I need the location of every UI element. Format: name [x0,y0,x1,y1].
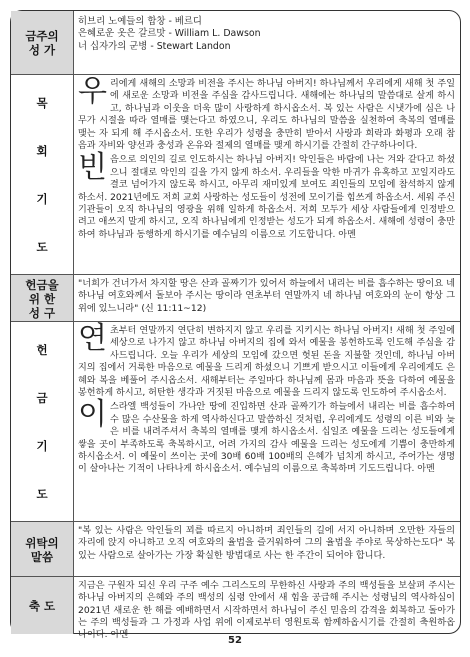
offering-verse-text: "너희가 건너가서 차지할 땅은 산과 골짜기가 있어서 하늘에서 내리는 비를 흡수하는 땅이요 네 하나님 여호와께서 돌보아 주시는 땅이라 연초부터 연말까지 네 하나님 여호와의 눈이 항상 그 위에 있느니라" (신 11:11~12) [78,278,455,314]
benediction-label: 축 도 [11,577,74,634]
hymn-item: 너 십자가의 군병 - Stewart Landon [78,40,231,52]
commission-label: 위탁의 말씀 [11,522,74,577]
pastoral-prayer-text: 우리에게 새해의 소망과 비전을 주시는 하나님 아버지! 하나님께서 우리에게 새해 첫 주일에 새로운 소망과 비전을 주심을 감사드립니다. 새해에는 하나님의 말씀대로 살게 하시고, 하나님과 이웃을 더욱 많이 사랑하게 하시옵소서. 복 있는 사람은 시냇가에 심은 나무가 시절을 따라 열매를 맺는다고 하였으니, 우리도 하나님의 말씀을 실천하여 축복의 열매를 맺는 자 되게 해 주시옵소서. 또한 우리가 성령을 충만히 받아서 사랑과 희락과 화평과 오래 참음과 자비와 양선과 충성과 온유와 절제의 열매를 맺게 하시기를 간절히 간구하나이다. 빈음으로 의인의 길로 인도하시는 하나님 아버지! 악인들은 바람에 나는 겨와 같다고 하셨으니 절대로 악인의 길을 가지 않게 하소서. 우리들을 악한 마귀가 유혹하고 꼬일지라도 결코 넘어가지 않도록 하시고, 아무리 재미있게 보여도 죄인들의 모임에 참석하지 않게 하소서. 2021년에도 저희 교회 사랑하는 성도들이 성전에 모이기를 힘쓰게 하옵소서. 세워 주신 기관들이 오직 하나님의 영광을 위해 일하게 하옵소서. 저희 모두가 세상 사람들에게 인정받으려고 애쓰지 말게 하시고, 오직 하나님에게 인정받는 성도가 되게 하옵소서. 새해에 성령이 충만하여 하나님과 동행하게 하시기를 예수님의 이름으로 기도합니다. 아멘 [78,74,455,240]
drop-cap: 이 [78,397,107,433]
commission-section [11,521,460,577]
benediction-text: 지금은 구원자 되신 우리 구주 예수 그리스도의 무한하신 사랑과 주의 백성들을 보살펴 주시는 하나님 아버지의 은혜와 주의 백성의 심령 안에서 새 힘을 공급해 주시는 성령님의 역사하심이 2021년 새로운 한 해를 예배하면서 시작하면서 하나님이 주신 믿음의 감격을 회복하고 돌아가는 주의 백성들과 그 가정과 사업 위에 이제로부터 영원토록 함께하옵시기를 간절히 축원하옵나이다. 아멘 [78,580,455,641]
commission-text: "복 있는 사람은 악인들의 꾀를 따르지 아니하며 죄인들의 길에 서지 아니하며 오만한 자들의 자리에 앉지 아니하고 오직 여호와의 율법을 즐거워하여 그의 율법을 주야로 묵상하는도다" 복 있는 사람으로 살아가는 가장 확실한 방법대로 사는 한 주간이 되어야 합니다. [78,525,455,561]
hymn-item: 은혜로운 옷은 갈르맛 - William L. Dawson [78,28,261,40]
pastoral-prayer-label: 목 회 기 도 [11,75,74,275]
hymns-label: 금주의 성 가 [11,11,74,74]
offering-verse-section [11,274,460,322]
offering-verse-label: 헌금을 위 한 성 구 [11,275,74,322]
hymns-list [78,16,455,72]
offering-prayer-label: 헌 금 기 도 [11,322,74,522]
drop-cap: 빈 [78,150,107,186]
page-number: 52 [228,635,242,646]
pastoral-prayer-section [11,74,460,275]
drop-cap: 연 [78,321,107,356]
offering-prayer-text: 연초부터 연말까지 연단히 변하지지 않고 우리를 지키시는 하나님 아버지! 새해 첫 주일에 세상으로 나가지 않고 하나님 아버지의 집에 와서 예물을 봉헌하도록 인도해 주심을 감사드립니다. 오늘 우리가 세상의 모임에 갔으면 헛된 돈을 지불할 것인데, 하나님 아버지의 집에서 거룩한 마음으로 예물을 드리게 하셨으니 기쁘게 받으시고 이들에게 우리에게도 은혜와 복을 베풀어 주시옵소서. 새해부터는 주일마다 하나님께 몸과 마음과 뜻을 다하여 예물을 봉헌하게 하시고, 허탄한 생각과 거짓된 마음으로 예물을 드리지 않도록 인도하여 주시옵소서. 이스라엘 백성들이 가나안 땅에 진입하면 산과 골짜기가 하늘에서 내리는 비를 흡수하여 수 많은 수산물을 하게 역사하신다고 말씀하신 것처럼, 우리에게도 성령의 이른 비와 늦은 비를 내려주셔서 축복의 열매를 맺게 하시옵소서. 십일조 예물을 드리는 성도들에게 쌓을 곳이 부족하도록 축복하시고, 어려 가지의 감사 예물을 드리는 성도에게 기쁨이 충만하게 하시옵소서. 이 예물이 쓰이는 곳에 30배 60배 100배의 은혜가 넘치게 하시고, 주어가는 생명이 살아나는 기적이 나타나게 하시옵소서. 예수님의 이름으로 축복하며 기도드립니다. 아멘 [78,321,455,475]
offering-prayer-section [11,321,460,522]
hymn-item: 히브리 노예들의 합창 - 베르디 [78,16,202,27]
hymns-section [11,11,460,74]
drop-cap: 우 [78,74,107,109]
